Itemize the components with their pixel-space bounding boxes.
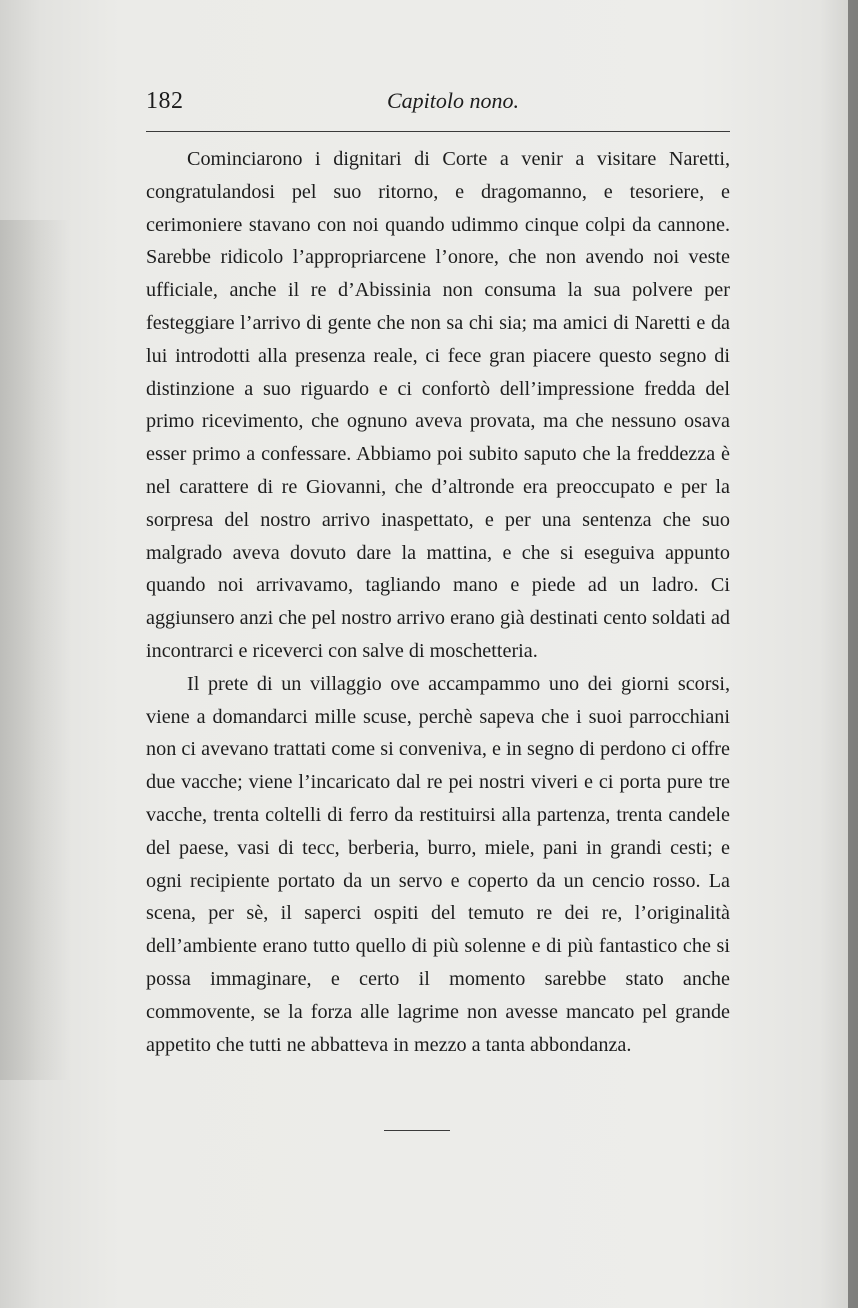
chapter-end-rule [384,1130,450,1131]
text-body [146,143,730,1061]
page-edge [848,0,858,1308]
running-title: Capitolo nono. [386,88,519,113]
paragraph-1: Cominciarono i dignitari di Corte a venir a visitare Naretti, congratulandosi pel suo ritorno, e dragomanno, e tesoriere, e cerimoniere stavano con noi quando udimmo cinque colpi da cannone. Sarebbe ridicolo l’appropriarcene l’onore, che non avendo noi veste ufficiale, anche il re d’Abissinia non consuma la sua polvere per festeggiare l’arrivo di gente che non sa chi sia; ma amici di Naretti e da lui introdotti alla presenza reale, ci fece gran piacere questo segno di distinzione a suo riguardo e ci confortò dell’impressione fredda del primo ricevimento, che ognuno aveva provata, ma che nessuno osava esser primo a confessare. Abbiamo poi subito saputo che la freddezza è nel carattere di re Giovanni, che d’altronde era preoccupato e per la sorpresa del nostro arrivo inaspettato, e per una sentenza che suo malgrado aveva dovuto dare la mattina, e che si eseguiva appunto quando noi arrivavamo, tagliando mano e piede ad un ladro. Ci aggiunsero anzi che pel nostro arrivo erano già destinati cento soldati ad incontrarci e riceverci con salve di moschetteria. [146,148,730,662]
paragraph-2: Il prete di un villaggio ove accampammo uno dei giorni scorsi, viene a domandarci mille scuse, perchè sapeva che i suoi parrocchiani non ci avevano trattati come si conveniva, e in segno di perdono ci offre due vacche; viene l’incaricato dal re pei nostri viveri e ci porta pure tre vacche, trenta coltelli di ferro da restituirsi alla partenza, trenta candele del paese, vasi di tecc, berberia, burro, miele, pani in grandi cesti; e ogni recipiente portato da un servo e coperto da un cencio rosso. La scena, per sè, il saperci ospiti del temuto re dei re, l’originalità dell’ambiente erano tutto quello di più solenne e di più fantastico che si possa immaginare, e certo il momento sarebbe stato anche commovente, se la forza alle lagrime non avesse mancato pel grande appetito che tutti ne abbatteva in mezzo a tanta abbondanza. [146,672,730,1056]
header-rule [146,131,730,132]
page-header [146,88,730,120]
scan-shadow [0,220,70,1080]
page-number: 182 [146,88,184,114]
